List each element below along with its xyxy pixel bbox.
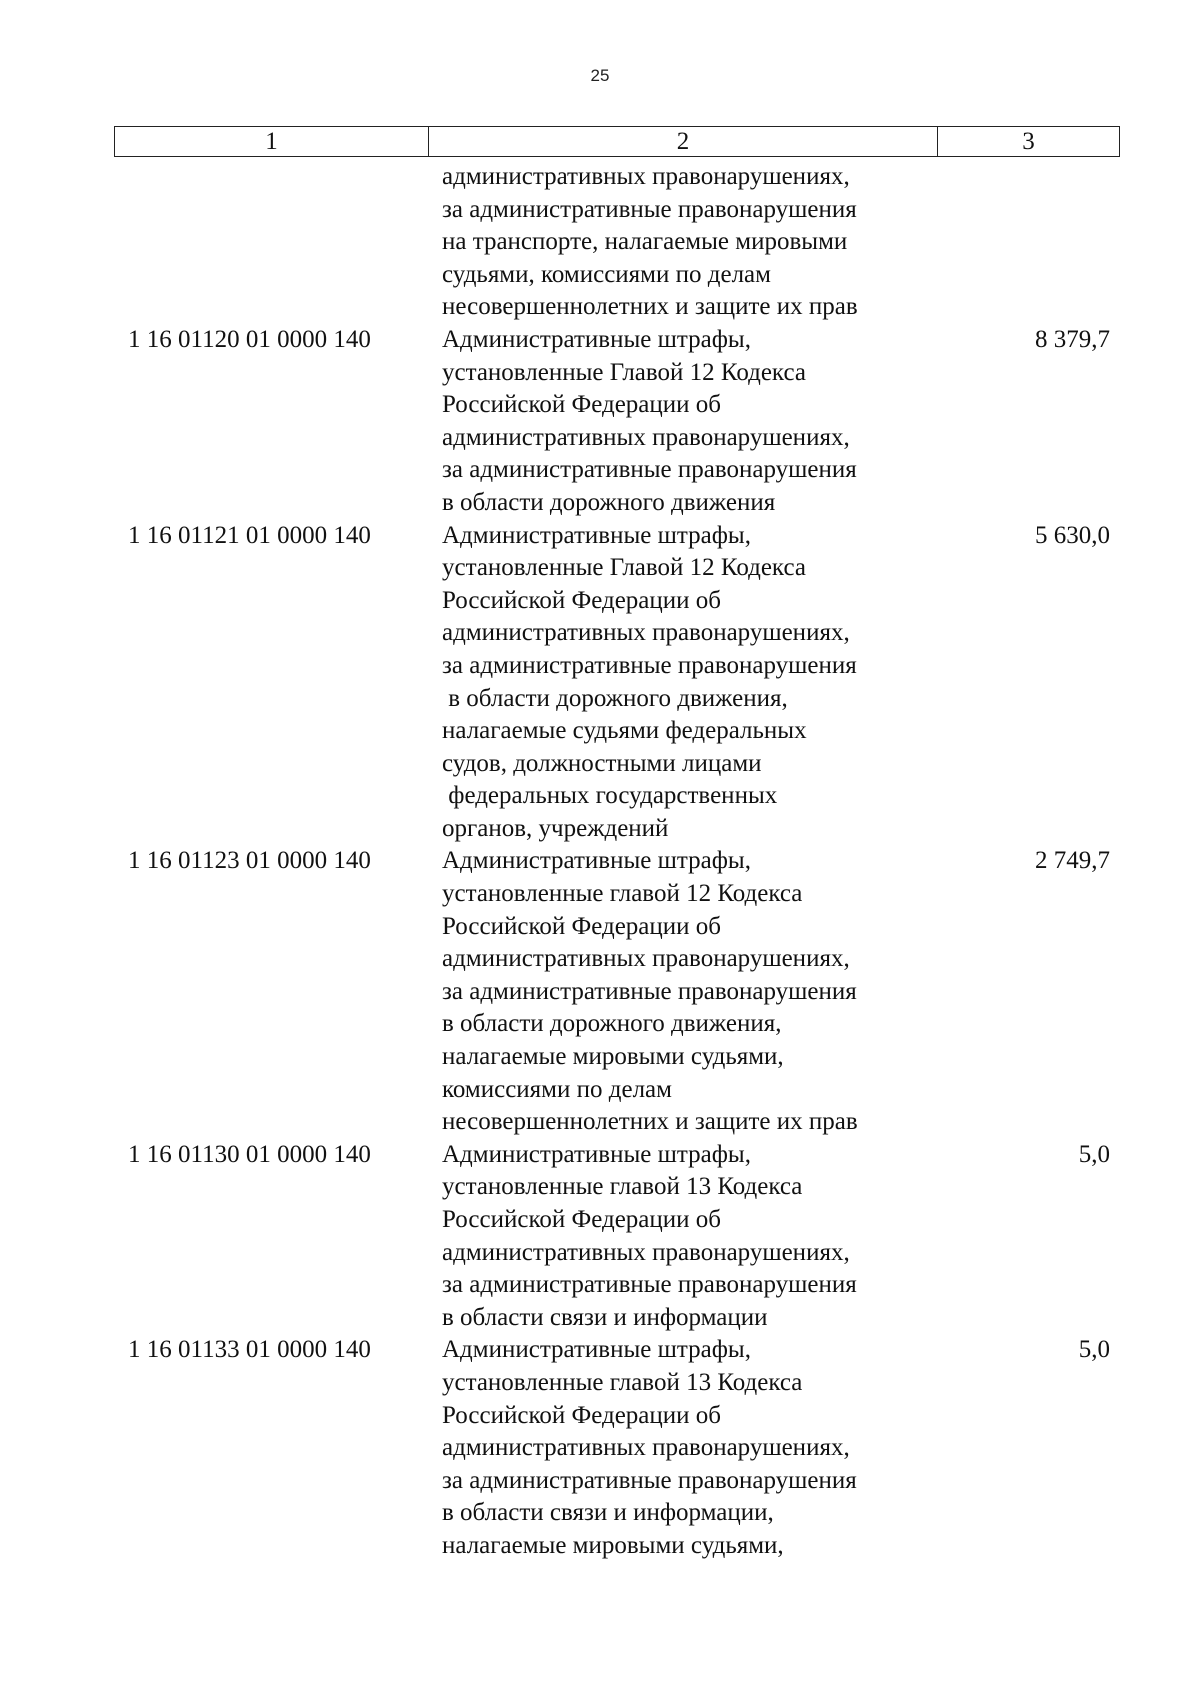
description-line: Административные штрафы, (442, 325, 751, 353)
description-line: установленные Главой 12 Кодекса (442, 554, 806, 582)
row-amount: 8 379,7 (1035, 325, 1110, 353)
row-description (428, 324, 937, 520)
header-col-3: 3 (1022, 128, 1035, 155)
description-line: Российской Федерации об (442, 912, 721, 940)
table-header (114, 126, 1120, 157)
description-line: административных правонарушениях, (442, 1238, 850, 1266)
description-line: административных правонарушениях, (442, 1434, 850, 1462)
row-description (428, 161, 937, 324)
row-amount: 5 630,0 (1035, 521, 1110, 549)
description-line: за административные правонарушения (442, 1271, 857, 1299)
row-description (428, 520, 937, 846)
description-line: Российской Федерации об (442, 1206, 721, 1233)
description-line: судов, должностными лицами (442, 749, 762, 777)
row-amount (937, 161, 1120, 324)
row-code: 1 16 01133 01 0000 140 (128, 1336, 371, 1364)
description-line: налагаемые судьями федеральных (442, 717, 807, 745)
description-line: установленные Главой 12 Кодекса (442, 358, 806, 386)
row-code: 1 16 01121 01 0000 140 (128, 521, 371, 549)
table-row (114, 1139, 1120, 1335)
description-line: за административные правонарушения (442, 651, 857, 679)
description-line: административных правонарушениях, (442, 423, 850, 451)
description-line: административных правонарушениях, (442, 945, 850, 973)
table-row (114, 1334, 1120, 1562)
description-line: в области дорожного движения, (442, 684, 788, 712)
description-line: несовершеннолетних и защите их прав (442, 293, 858, 321)
description-line: Административные штрафы, (442, 1140, 751, 1168)
description-line: в области дорожного движения, (442, 1010, 782, 1038)
row-description (428, 1139, 937, 1335)
description-line: за административные правонарушения (442, 977, 857, 1005)
row-code: 1 16 01120 01 0000 140 (128, 325, 371, 353)
row-code: 1 16 01130 01 0000 140 (128, 1140, 371, 1168)
header-col-1: 1 (115, 127, 429, 156)
description-line: Российской Федерации об (442, 1401, 721, 1429)
description-line: в области дорожного движения (442, 488, 776, 516)
description-line: налагаемые мировыми судьями, (442, 1043, 784, 1071)
description-line: налагаемые мировыми судьями, (442, 1531, 784, 1559)
description-line: установленные главой 13 Кодекса (442, 1173, 803, 1201)
description-line: Административные штрафы, (442, 847, 751, 875)
row-amount: 5,0 (1078, 1140, 1110, 1168)
description-line: установленные главой 13 Кодекса (442, 1368, 803, 1396)
header-col-2: 2 (429, 127, 938, 156)
description-line: в области связи и информации, (442, 1499, 774, 1527)
page-number: 25 (590, 66, 610, 85)
description-line: на транспорте, налагаемые мировыми (442, 228, 848, 256)
description-line: органов, учреждений (442, 814, 669, 842)
description-line: несовершеннолетних и защите их прав (442, 1108, 858, 1136)
description-line: за административные правонарушения (442, 195, 857, 223)
description-line: судьями, комиссиями по делам (442, 260, 771, 288)
row-code (114, 161, 428, 324)
description-line: в области связи и информации (442, 1303, 768, 1331)
description-line: за административные правонарушения (442, 456, 857, 484)
table-row (114, 161, 1120, 324)
table-row (114, 520, 1120, 846)
row-amount: 2 749,7 (1035, 847, 1110, 875)
description-line: Российской Федерации об (442, 586, 721, 614)
table-body (114, 161, 1120, 1563)
description-line: федеральных государственных (442, 782, 778, 810)
description-line: установленные главой 12 Кодекса (442, 880, 803, 908)
table-row (114, 845, 1120, 1138)
row-description (428, 1334, 937, 1562)
table-row (114, 324, 1120, 520)
row-code: 1 16 01123 01 0000 140 (128, 847, 371, 875)
row-description (428, 845, 937, 1138)
description-line: административных правонарушениях, (442, 163, 850, 190)
description-line: административных правонарушениях, (442, 619, 850, 647)
row-amount: 5,0 (1078, 1336, 1110, 1364)
description-line: Административные штрафы, (442, 521, 751, 549)
description-line: Административные штрафы, (442, 1336, 751, 1364)
description-line: комиссиями по делам (442, 1075, 672, 1103)
description-line: Российской Федерации об (442, 391, 721, 419)
description-line: за административные правонарушения (442, 1466, 857, 1494)
